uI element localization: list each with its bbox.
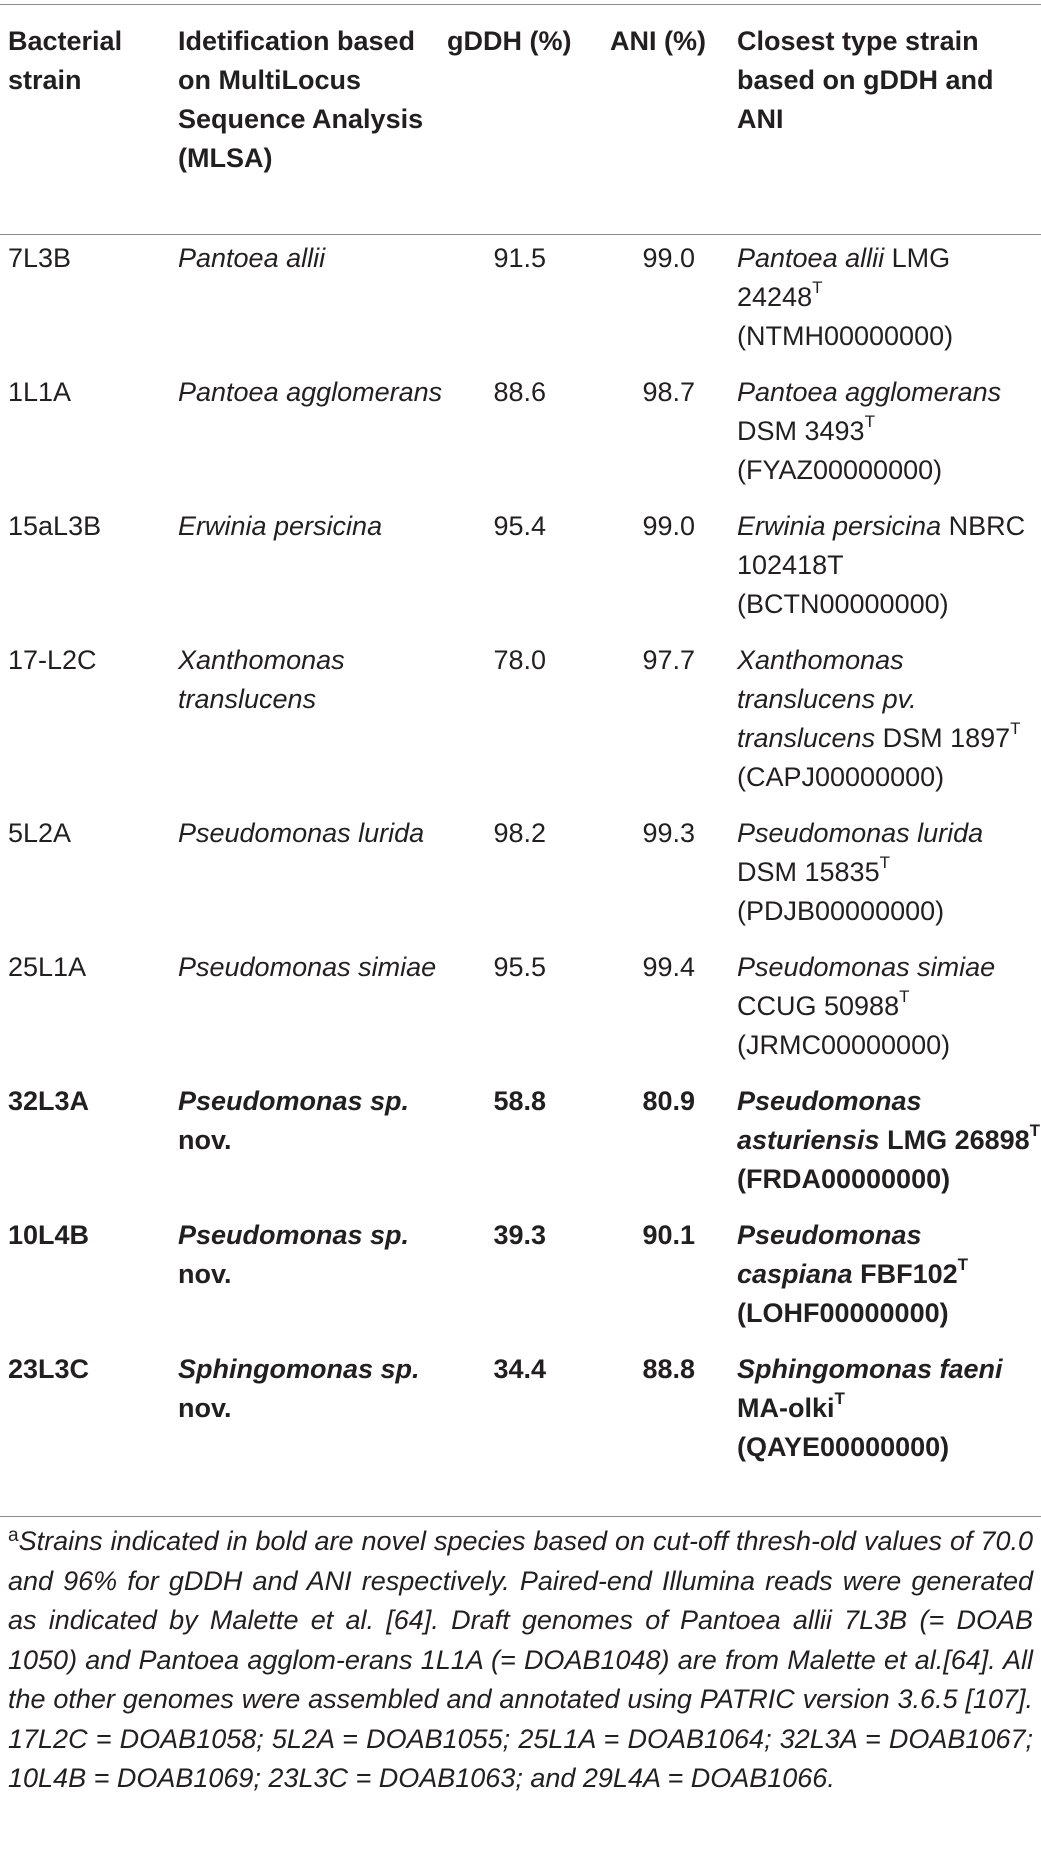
type-strain-superscript: T [899,987,910,1006]
header-closest-type-strain: Closest type strain based on gDDH and ANI [737,26,994,134]
table-body [0,222,1041,1467]
cell-closest-type-strain [737,797,1041,931]
closest-species: Xanthomonas translucens pv. translucens [737,645,917,753]
cell-identification [178,1333,447,1467]
closest-accession: (FRDA00000000) [737,1164,951,1194]
cell-gddh: 98.2 [493,818,546,848]
cell-strain: 25L1A [8,952,87,982]
closest-accession: (JRMC00000000) [737,1030,951,1060]
cell-strain: 5L2A [8,818,72,848]
cell-gddh: 95.4 [493,511,546,541]
cell-strain: 23L3C [8,1354,90,1384]
closest-collection-id: LMG 26898 [879,1125,1030,1155]
type-strain-superscript: T [879,853,890,872]
type-strain-superscript: T [864,412,875,431]
cell-identification [178,1065,447,1199]
cell-gddh: 88.6 [493,377,546,407]
cell-ani: 99.4 [642,952,695,982]
identification-suffix: nov. [178,1125,232,1155]
cell-ani: 98.7 [642,377,695,407]
closest-collection-id: NBRC 102418T [737,511,1026,580]
cell-identification [178,624,447,797]
closest-collection-id: CCUG 50988 [737,991,900,1021]
cell-strain: 17-L2C [8,645,97,675]
cell-closest-type-strain [737,222,1041,356]
table-bottom-rule [0,1516,1041,1517]
cell-ani: 90.1 [642,1220,695,1250]
closest-collection-id: MA-olki [737,1393,835,1423]
table-row [0,1333,1041,1467]
cell-gddh: 58.8 [493,1086,546,1116]
closest-accession: (QAYE00000000) [737,1432,950,1462]
cell-gddh: 91.5 [493,243,546,273]
identification-species: Pantoea agglomerans [178,377,443,407]
cell-gddh: 39.3 [493,1220,546,1250]
cell-ani: 80.9 [642,1086,695,1116]
cell-closest-type-strain [737,931,1041,1065]
cell-identification [178,490,447,624]
header-bacterial-strain: Bacterial strain [8,26,123,95]
cell-identification [178,356,447,490]
closest-accession: (NTMH00000000) [737,321,954,351]
cell-identification [178,931,447,1065]
identification-species: Xanthomonas translucens [178,645,345,714]
footnote-mark: a [8,1525,19,1546]
closest-collection-id: DSM 1897 [875,723,1011,753]
closest-collection-id: DSM 3493 [737,416,865,446]
closest-accession: (BCTN00000000) [737,589,949,619]
closest-accession: (PDJB00000000) [737,896,945,926]
cell-identification [178,797,447,931]
cell-identification [178,222,447,356]
cell-closest-type-strain [737,1333,1041,1467]
cell-strain: 1L1A [8,377,72,407]
table-header-row [0,10,1041,222]
cell-ani: 99.0 [642,243,695,273]
type-strain-superscript: T [834,1389,845,1408]
cell-closest-type-strain [737,1065,1041,1199]
identification-species: Pseudomonas simiae [178,952,437,982]
cell-strain: 32L3A [8,1086,90,1116]
identification-species: Pseudomonas sp. [178,1220,410,1250]
footnote-text: Strains indicated in bold are novel species based on cut-off thresh-old values of 70.0 and 96% for gDDH and ANI respectively. Paired-end Illumina reads were generated as indicated by Malette et al. [64]. Draft genomes of Pantoea allii 7L3B (= DOAB 1050) and Pantoea agglom-erans 1L1A (= DOAB1048) are from Malette et al.[64]. All the other genomes were assembled and annotated using PATRIC version 3.6.5 [107]. 17L2C = DOAB1058; 5L2A = DOAB1055; 25L1A = DOAB1064; 32L3A = DOAB1067; 10L4B = DOAB1069; 23L3C = DOAB1063; and 29L4A = DOAB1066. [8,1526,1033,1793]
cell-ani: 99.0 [642,511,695,541]
closest-accession: (CAPJ00000000) [737,762,945,792]
cell-closest-type-strain [737,356,1041,490]
table-row [0,1199,1041,1333]
header-identification: Idetification based on MultiLocus Sequence Analysis (MLSA) [178,26,424,173]
cell-ani: 99.3 [642,818,695,848]
table-row [0,1065,1041,1199]
type-strain-superscript: T [1010,719,1021,738]
cell-closest-type-strain [737,624,1041,797]
type-strain-superscript: T [812,278,823,297]
table-row [0,356,1041,490]
table-row [0,222,1041,356]
closest-accession: (LOHF00000000) [737,1298,949,1328]
cell-gddh: 78.0 [493,645,546,675]
identification-suffix: nov. [178,1393,232,1423]
identification-species: Pseudomonas sp. [178,1086,410,1116]
cell-ani: 97.7 [642,645,695,675]
cell-identification [178,1199,447,1333]
closest-species: Sphingomonas faeni [737,1354,1003,1384]
identification-species: Pantoea allii [178,243,326,273]
closest-collection-id: FBF102 [852,1259,958,1289]
cell-closest-type-strain [737,490,1041,624]
cell-closest-type-strain [737,1199,1041,1333]
header-gddh: gDDH (%) [447,26,572,56]
header-ani: ANI (%) [610,26,706,56]
closest-species: Pseudomonas caspiana [737,1220,922,1289]
cell-strain: 10L4B [8,1220,90,1250]
table-footnote [8,1522,1033,1799]
closest-species: Pseudomonas simiae [737,952,996,982]
table-top-rule [0,4,1041,5]
closest-species: Erwinia persicina [737,511,942,541]
strain-table [0,10,1041,1467]
closest-accession: (FYAZ00000000) [737,455,943,485]
table-row [0,797,1041,931]
identification-species: Sphingomonas sp. [178,1354,420,1384]
closest-collection-id: LMG 24248 [737,243,951,312]
table-row [0,931,1041,1065]
cell-ani: 88.8 [642,1354,695,1384]
identification-suffix: nov. [178,1259,232,1289]
identification-species: Erwinia persicina [178,511,383,541]
closest-collection-id: DSM 15835 [737,857,880,887]
cell-gddh: 34.4 [493,1354,546,1384]
cell-gddh: 95.5 [493,952,546,982]
closest-species: Pseudomonas asturiensis [737,1086,922,1155]
closest-species: Pantoea allii [737,243,885,273]
identification-species: Pseudomonas lurida [178,818,425,848]
closest-species: Pantoea agglomerans [737,377,1002,407]
cell-strain: 15aL3B [8,511,102,541]
type-strain-superscript: T [1029,1121,1041,1140]
type-strain-superscript: T [957,1255,969,1274]
table-row [0,490,1041,624]
closest-species: Pseudomonas lurida [737,818,984,848]
cell-strain: 7L3B [8,243,72,273]
table-row [0,624,1041,797]
